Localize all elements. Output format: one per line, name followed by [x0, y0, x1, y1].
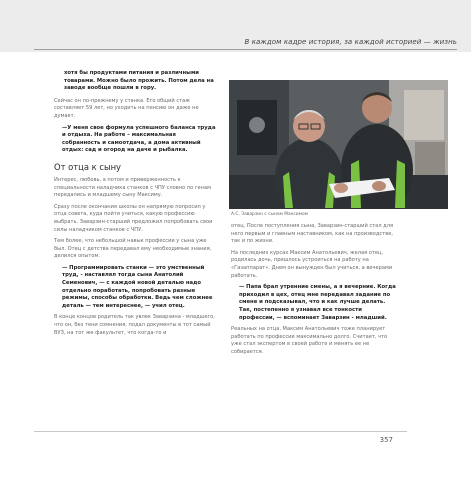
page-number: 357	[379, 436, 393, 444]
photo-father-and-son	[229, 80, 448, 209]
quote-block: —У меня свое формула успешного баланса труда и отдыха. На работе – максимальная собранность и самоотдача, а дома активный отдых: сад и огород на даче и рыбалка.	[62, 124, 216, 154]
paragraph: На последних курсах Максим Анатольевич, желая отец, родилась дочь, пришлось устроиться на работу на «Газаппарат». Днем он вынужден был учиться, а вечерами работать.	[231, 249, 393, 279]
paragraph: Сразу после окончания школы он напрямую попросил у отца совета, куда пойти учиться, какую профессию выбрать. Заварзин-старший предложил попробовать свои силы наладчиком станков с ЧПУ.	[54, 203, 213, 233]
left-column	[54, 70, 216, 341]
photo-caption: А.С. Заварзин с сыном Максимом	[231, 212, 308, 217]
right-column	[231, 223, 397, 361]
footer-divider	[34, 431, 407, 432]
quote-block: — Программировать станки — это умственный труд, - наставлял тогда сына Анатолий Семенович, — с каждой новой деталью надо отдельно поработать, попробовать разные режимы, способы обработки. Ведь чем сложнее деталь — тем интереснее, — учил отец.	[62, 264, 213, 309]
header-divider	[34, 49, 457, 50]
paragraph: отец. После поступления сына, Заварзин-старший стал для него первым и главным наставником, как на производстве, так и по жизни.	[231, 223, 394, 245]
section-heading: От отца к сыну	[54, 161, 121, 172]
quote-continuation: хотя бы продуктами питания и различными товарами. Можно было прожить. Потом дела на заводе вообще пошли в гору.	[64, 70, 214, 92]
paragraph: В конце концов родитель так увлек Заварзина - младшего, что он, без тени сомнения, подал документы в тот самый ВУЗ, на тот же факультет, что когда-то и	[54, 314, 215, 336]
paragraph: Реальных на отца, Максим Анатольевич тоже планирует работать по профессии максимально долго. Считает, что уже стал экспертом в своей работе и менять ее не собирается.	[231, 326, 388, 355]
running-header: В каждом кадре история, за каждой историей — жизнь	[244, 38, 457, 46]
paragraph: Интерес, любовь, а потом и приверженность к специальности наладчика станков с ЧПУ словно по генам передались и младшему сыну Максиму.	[54, 176, 211, 199]
paragraph: Тем более, что небольшой навык профессии у сына уже был. Отец с детства передавал ему необходимые знания, делился опытом.	[54, 238, 212, 260]
quote-block: — Папа брал утренние смены, а я вечерние. Когда приходил в цех, отец мне передавал задание по смене и подсказывал, что и как лучше делать. Так, постепенно я узнавал все тонкости профессии, — вспоминает Заварзин - младший.	[239, 284, 396, 321]
paragraph: Сейчас он по-прежнему у станка. Его общий стаж составляет 59 лет, но уходить на пенсию он даже не думает.	[54, 97, 199, 119]
